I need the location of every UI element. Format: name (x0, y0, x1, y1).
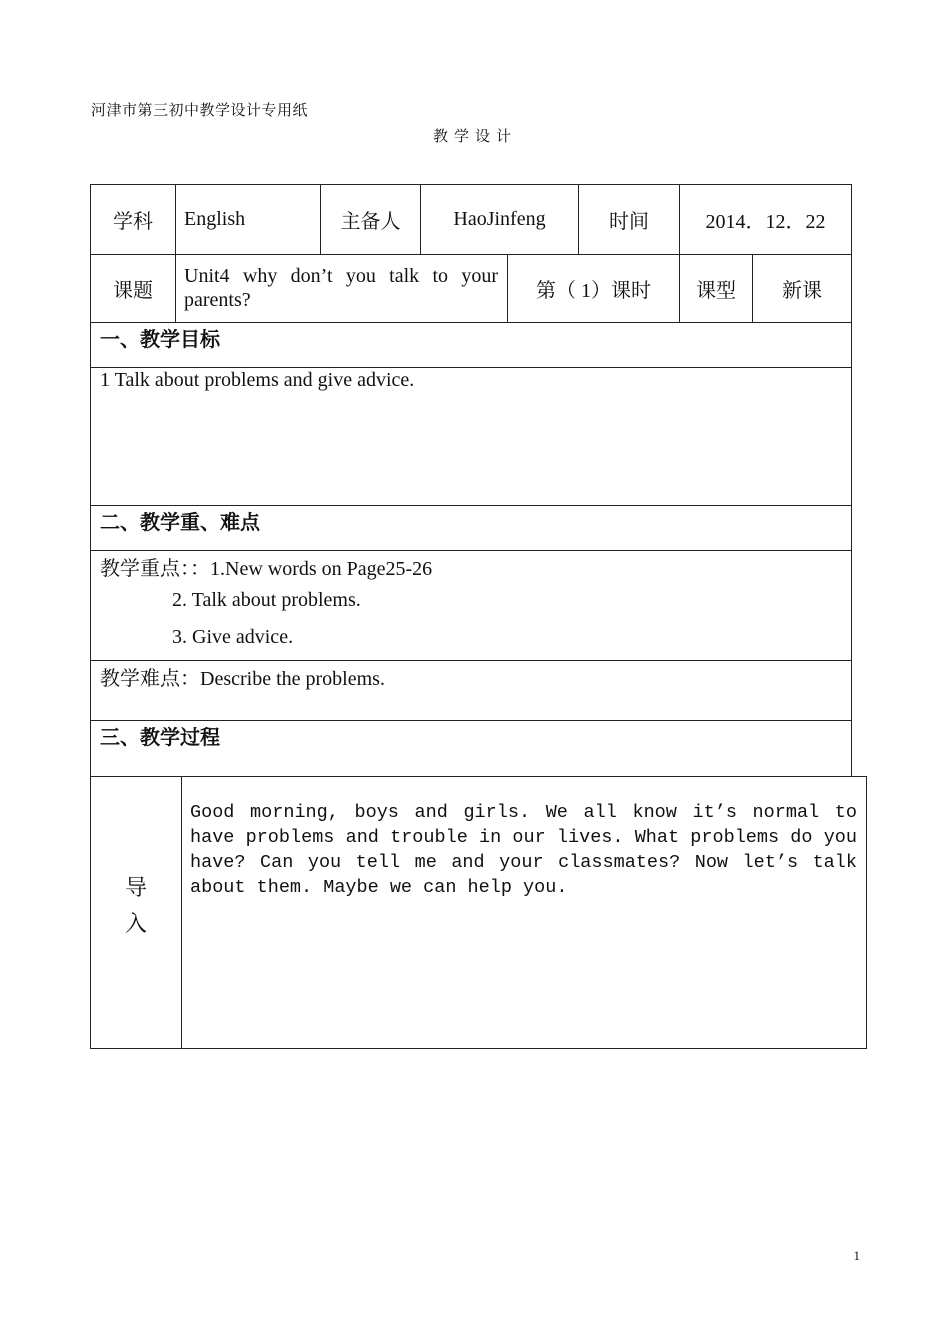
time-value: 2014．12．22 (705, 211, 826, 233)
topic-value: Unit4 why don’t you talk to your parents? (184, 265, 498, 311)
intro-label-char-2: 入 (124, 911, 147, 936)
preparer-value: HaoJinfeng (453, 208, 546, 230)
objectives-heading: 一、教学目标 (100, 327, 220, 351)
page-number: 1 (853, 1248, 860, 1263)
key-point-line-1: 教学重点：：1.New words on Page25-26 (100, 558, 433, 580)
subject-label: 学科 (113, 211, 153, 233)
intro-label-char-1: 导 (124, 875, 147, 900)
time-label: 时间 (609, 211, 649, 233)
process-heading: 三、教学过程 (100, 725, 220, 749)
topic-label: 课题 (113, 280, 153, 302)
key-point-line-2: 2. Talk about problems. (172, 589, 361, 611)
subject-value: English (184, 208, 246, 230)
lesson-period: 第（ 1）课时 (536, 280, 651, 302)
lesson-type-label: 课型 (696, 280, 736, 302)
intro-label (91, 870, 181, 942)
lesson-type-value: 新课 (782, 280, 822, 302)
objectives-content: 1 Talk about problems and give advice. (100, 369, 415, 391)
intro-text: Good morning, boys and girls. We all know it’s normal to have problems and trouble in our lives. What problems do you have? Can you tell me and your classmates? Now let’s talk about them. Maybe we can help you. (190, 802, 857, 898)
key-points-heading: 二、教学重、难点 (100, 510, 260, 534)
school-header: 河津市第三初中教学设计专用纸 (91, 103, 309, 119)
preparer-label: 主备人 (340, 211, 401, 233)
difficulty-line: 教学难点：Describe the problems. (100, 668, 385, 690)
key-point-line-3: 3. Give advice. (172, 626, 294, 648)
document-title: 教学设计 (432, 129, 517, 145)
